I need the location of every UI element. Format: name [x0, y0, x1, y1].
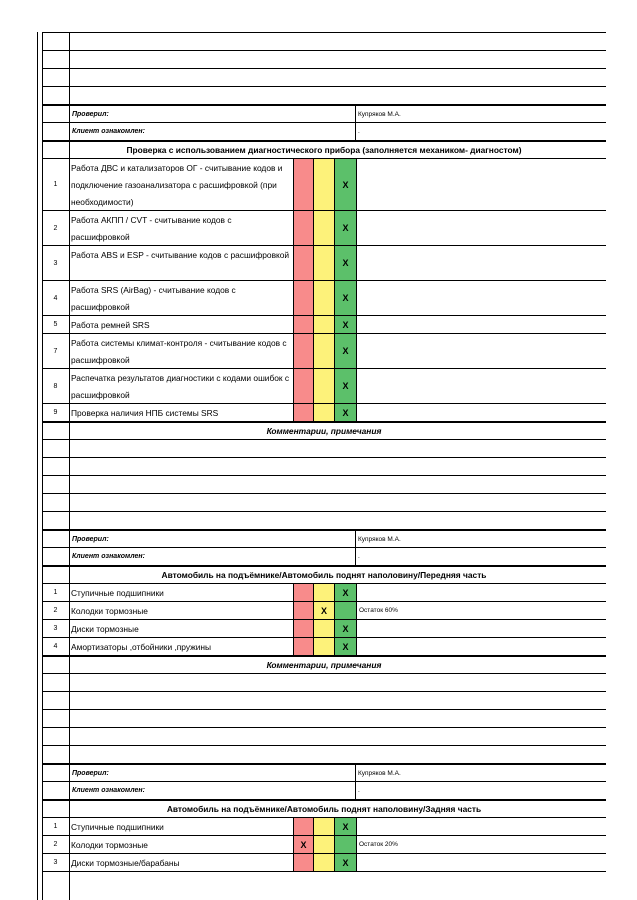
client-acknowledged-label: Клиент ознакомлен: — [70, 548, 356, 565]
blank-row — [42, 86, 606, 104]
item-description: Ступичные подшипники — [71, 821, 164, 832]
row-number-cell — [42, 69, 70, 86]
comments-title: Комментарии, примечания — [42, 421, 606, 439]
row-number-cell — [42, 51, 70, 68]
row-number-cell — [42, 674, 70, 691]
check-item-row — [42, 158, 606, 210]
item-description: Диски тормозные/барабаны — [71, 857, 180, 868]
checked-by — [42, 529, 606, 547]
status-yellow-cell[interactable] — [314, 836, 335, 853]
client-acknowledged — [42, 547, 606, 565]
item-description: Работа ДВС и катализаторов ОГ - считывание кодов и подключение газоанализатора с расшифровкой (при необходимости) — [71, 163, 283, 207]
item-description: Работа АКПП / CVT - считывание кодов с расшифровкой — [71, 215, 232, 242]
status-red-cell[interactable] — [293, 584, 314, 601]
item-number: 3 — [42, 246, 70, 280]
row-number-cell — [42, 87, 70, 104]
row-number-cell — [42, 728, 70, 745]
status-green-cell[interactable]: X — [335, 620, 357, 637]
checked-by-value: Купряков М.А. — [358, 110, 401, 118]
comments-title: Комментарии, примечания — [42, 655, 606, 673]
item-number: 1 — [42, 159, 70, 210]
row-number-cell — [42, 440, 70, 457]
status-yellow-cell[interactable] — [314, 818, 335, 835]
status-yellow-cell[interactable] — [314, 584, 335, 601]
client-acknowledged-value: . — [358, 128, 360, 135]
checked-by-value: Купряков М.А. — [358, 535, 401, 543]
client-acknowledged — [42, 122, 606, 140]
checked-by — [42, 763, 606, 781]
item-number: 4 — [42, 638, 70, 655]
comment-row — [42, 457, 606, 475]
check-item-row — [42, 210, 606, 245]
status-red-cell[interactable]: X — [293, 836, 314, 853]
status-red-cell[interactable] — [293, 281, 314, 315]
check-item-row — [42, 280, 606, 315]
comment-row — [42, 493, 606, 511]
item-description: Амортизаторы ,отбойники ,пружины — [71, 641, 212, 652]
status-yellow-cell[interactable] — [314, 334, 335, 368]
status-yellow-cell[interactable] — [314, 854, 335, 871]
status-green-cell[interactable]: X — [335, 246, 357, 280]
row-number-cell — [42, 494, 70, 511]
status-yellow-cell[interactable] — [314, 404, 335, 421]
status-yellow-cell[interactable] — [314, 620, 335, 637]
client-acknowledged-value: . — [358, 787, 360, 794]
row-number-cell — [42, 476, 70, 493]
status-red-cell[interactable] — [293, 159, 314, 210]
item-number: 7 — [42, 334, 70, 368]
check-item-row — [42, 601, 606, 619]
row-number-cell — [42, 458, 70, 475]
status-red-cell[interactable] — [293, 334, 314, 368]
status-green-cell[interactable]: X — [335, 211, 357, 245]
check-item-row — [42, 368, 606, 403]
status-yellow-cell[interactable] — [314, 281, 335, 315]
diagnostic-section-title: Проверка с использованием диагностического прибора (заполняется механиком- диагностом) — [42, 140, 606, 158]
status-green-cell[interactable]: X — [335, 281, 357, 315]
status-green-cell[interactable] — [335, 836, 357, 853]
item-description: Работа ABS и ESP - считывание кодов с расшифровкой — [71, 250, 290, 260]
row-number-cell — [42, 782, 70, 799]
client-acknowledged-label: Клиент ознакомлен: — [70, 782, 356, 799]
row-number-cell — [42, 106, 70, 122]
row-number-cell — [42, 692, 70, 709]
status-green-cell[interactable]: X — [335, 404, 357, 421]
status-green-cell[interactable]: X — [335, 584, 357, 601]
blank-row — [42, 32, 606, 50]
left-border-outer — [37, 32, 38, 900]
item-description: Работа ремней SRS — [71, 319, 150, 330]
item-description: Ступичные подшипники — [71, 587, 164, 598]
row-number-cell — [42, 548, 70, 565]
check-item-row — [42, 853, 606, 871]
item-number: 1 — [42, 818, 70, 835]
comment-row — [42, 745, 606, 763]
client-acknowledged-value: . — [358, 553, 360, 560]
row-number-cell — [42, 746, 70, 763]
check-item-row — [42, 333, 606, 368]
front-section-title: Автомобиль на подъёмнике/Автомобиль поднят наполовину/Передняя часть — [42, 565, 606, 583]
blank-row — [42, 50, 606, 68]
checked-by-label: Проверил: — [70, 106, 356, 122]
status-red-cell[interactable] — [293, 620, 314, 637]
status-yellow-cell[interactable] — [314, 316, 335, 333]
comment-row — [42, 709, 606, 727]
row-number-cell — [42, 710, 70, 727]
status-yellow-cell[interactable] — [314, 369, 335, 403]
status-red-cell[interactable] — [293, 818, 314, 835]
status-green-cell[interactable]: X — [335, 369, 357, 403]
status-red-cell[interactable] — [293, 369, 314, 403]
check-item-row — [42, 403, 606, 421]
check-item-row — [42, 637, 606, 655]
check-item-row — [42, 583, 606, 601]
status-yellow-cell[interactable] — [314, 211, 335, 245]
status-yellow-cell[interactable] — [314, 159, 335, 210]
status-yellow-cell[interactable]: X — [314, 602, 335, 619]
item-note: Остаток 60% — [359, 607, 398, 614]
status-green-cell[interactable]: X — [335, 638, 357, 655]
item-number: 3 — [42, 854, 70, 871]
comment-row — [42, 691, 606, 709]
checked-by-label: Проверил: — [70, 531, 356, 547]
checked-by-label: Проверил: — [70, 765, 356, 781]
row-number-cell — [42, 531, 70, 547]
status-yellow-cell[interactable] — [314, 246, 335, 280]
item-note: Остаток 20% — [359, 841, 398, 848]
status-green-cell[interactable]: X — [335, 159, 357, 210]
item-number: 8 — [42, 369, 70, 403]
status-yellow-cell[interactable] — [314, 638, 335, 655]
row-number-cell — [42, 33, 70, 50]
item-description: Диски тормозные — [71, 623, 139, 634]
item-number: 2 — [42, 836, 70, 853]
check-item-row — [42, 835, 606, 853]
status-red-cell[interactable] — [293, 854, 314, 871]
item-number: 2 — [42, 211, 70, 245]
comment-row — [42, 439, 606, 457]
comment-row — [42, 511, 606, 529]
comment-row — [42, 727, 606, 745]
check-item-row — [42, 315, 606, 333]
blank-row — [42, 68, 606, 86]
status-green-cell[interactable]: X — [335, 854, 357, 871]
status-green-cell[interactable]: X — [335, 818, 357, 835]
status-red-cell[interactable] — [293, 316, 314, 333]
status-red-cell[interactable] — [293, 211, 314, 245]
status-green-cell[interactable]: X — [335, 334, 357, 368]
client-acknowledged-label: Клиент ознакомлен: — [70, 123, 356, 140]
item-number: 2 — [42, 602, 70, 619]
item-description: Колодки тормозные — [71, 605, 148, 616]
check-item-row — [42, 619, 606, 637]
item-description: Колодки тормозные — [71, 839, 148, 850]
item-description: Распечатка результатов диагностики с кодами ошибок с расшифровкой — [71, 373, 290, 400]
client-acknowledged — [42, 781, 606, 799]
check-item-row — [42, 817, 606, 835]
item-number: 4 — [42, 281, 70, 315]
status-green-cell[interactable] — [335, 602, 357, 619]
table-bottom-border — [42, 871, 606, 872]
item-number: 1 — [42, 584, 70, 601]
rear-section-title: Автомобиль на подъёмнике/Автомобиль поднят наполовину/Задняя часть — [42, 799, 606, 817]
row-number-cell — [42, 512, 70, 529]
row-number-cell — [42, 765, 70, 781]
item-number: 9 — [42, 404, 70, 421]
item-number: 5 — [42, 316, 70, 333]
row-number-cell — [42, 123, 70, 140]
checked-by — [42, 104, 606, 122]
status-red-cell[interactable] — [293, 246, 314, 280]
status-red-cell[interactable] — [293, 602, 314, 619]
item-description: Работа SRS (AirBag) - считывание кодов с расшифровкой — [71, 285, 236, 312]
item-description: Проверка наличия НПБ системы SRS — [71, 407, 219, 418]
item-number: 3 — [42, 620, 70, 637]
item-description: Работа системы климат-контроля - считывание кодов с расшифровкой — [71, 338, 287, 365]
status-red-cell[interactable] — [293, 638, 314, 655]
checked-by-value: Купряков М.А. — [358, 769, 401, 777]
comment-row — [42, 673, 606, 691]
status-green-cell[interactable]: X — [335, 316, 357, 333]
status-red-cell[interactable] — [293, 404, 314, 421]
comment-row — [42, 475, 606, 493]
check-item-row — [42, 245, 606, 280]
